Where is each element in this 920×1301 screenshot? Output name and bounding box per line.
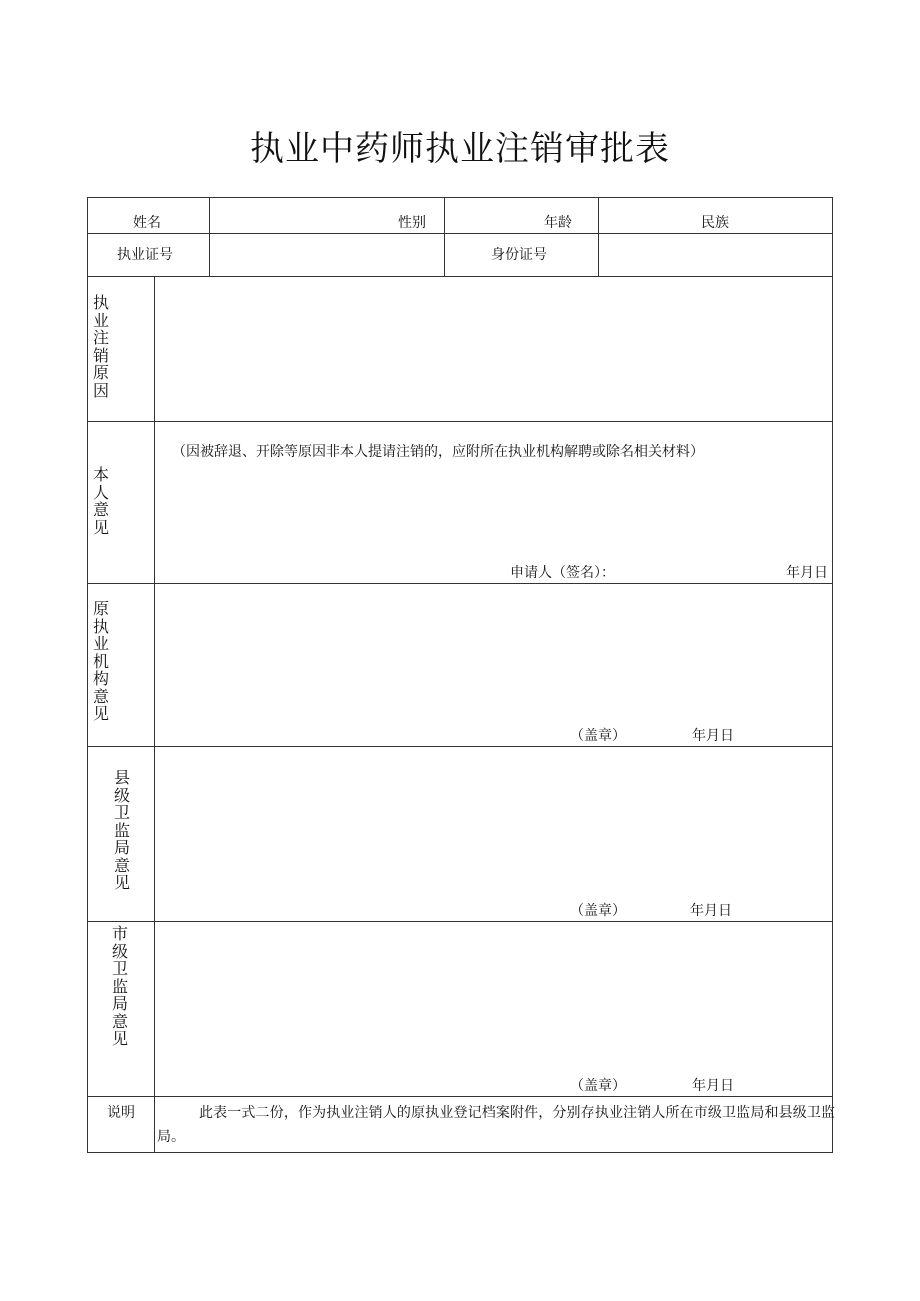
table-rule-col-c	[598, 197, 599, 277]
table-rule-col-b	[444, 197, 445, 277]
personal-opinion-label: 本人意见	[92, 465, 109, 537]
table-rule-personal	[87, 583, 833, 584]
license-number-field[interactable]	[213, 238, 439, 272]
cancellation-reason-label: 执业注销原因	[92, 293, 109, 400]
county-bureau-opinion-label: 县级卫监局意见	[113, 768, 130, 892]
table-rule-reason	[87, 421, 833, 422]
county-bureau-seal: （盖章）	[570, 903, 626, 919]
table-rule-row2	[87, 276, 833, 277]
page-title: 执业中药师执业注销审批表	[250, 129, 670, 169]
applicant-signature-label: 申请人（签名）：	[510, 565, 615, 581]
city-bureau-date: 年月日	[692, 1078, 734, 1094]
id-number-label: 身份证号	[491, 247, 547, 263]
table-rule-former-org	[87, 746, 833, 747]
gender-label: 性别	[398, 215, 426, 231]
name-label: 姓名	[133, 215, 161, 231]
id-number-field[interactable]	[602, 238, 828, 272]
former-institution-date: 年月日	[692, 728, 734, 744]
notes-text: 此表一式二份，作为执业注销人的原执业登记档案附件，分别存执业注销人所在市级卫监局和县级卫监局。	[157, 1105, 835, 1145]
city-bureau-opinion-label: 市级卫监局意见	[111, 924, 128, 1048]
city-bureau-seal: （盖章）	[570, 1078, 626, 1094]
table-border-top	[87, 197, 833, 198]
table-rule-label-col	[154, 276, 155, 1153]
county-bureau-date: 年月日	[690, 903, 732, 919]
table-rule-city	[87, 1096, 833, 1097]
personal-opinion-hint: （因被辞退、开除等原因非本人提请注销的，应附所在执业机构解聘或除名相关材料）	[172, 444, 704, 460]
cancellation-reason-field[interactable]	[158, 281, 828, 417]
table-rule-row1	[87, 233, 833, 234]
notes-label: 说明	[107, 1105, 135, 1121]
license-number-label: 执业证号	[117, 247, 173, 263]
table-rule-county	[87, 921, 833, 922]
former-institution-opinion-label: 原执业机构意见	[92, 599, 109, 723]
personal-opinion-date: 年月日	[786, 565, 828, 581]
table-rule-col-a	[209, 197, 210, 277]
table-border-bottom	[87, 1152, 833, 1153]
age-label: 年龄	[544, 215, 572, 231]
former-institution-seal: （盖章）	[570, 728, 626, 744]
table-border-right	[832, 197, 833, 1153]
table-border-left	[87, 197, 88, 1153]
name-field[interactable]	[213, 202, 393, 230]
ethnicity-label: 民族	[701, 215, 729, 231]
